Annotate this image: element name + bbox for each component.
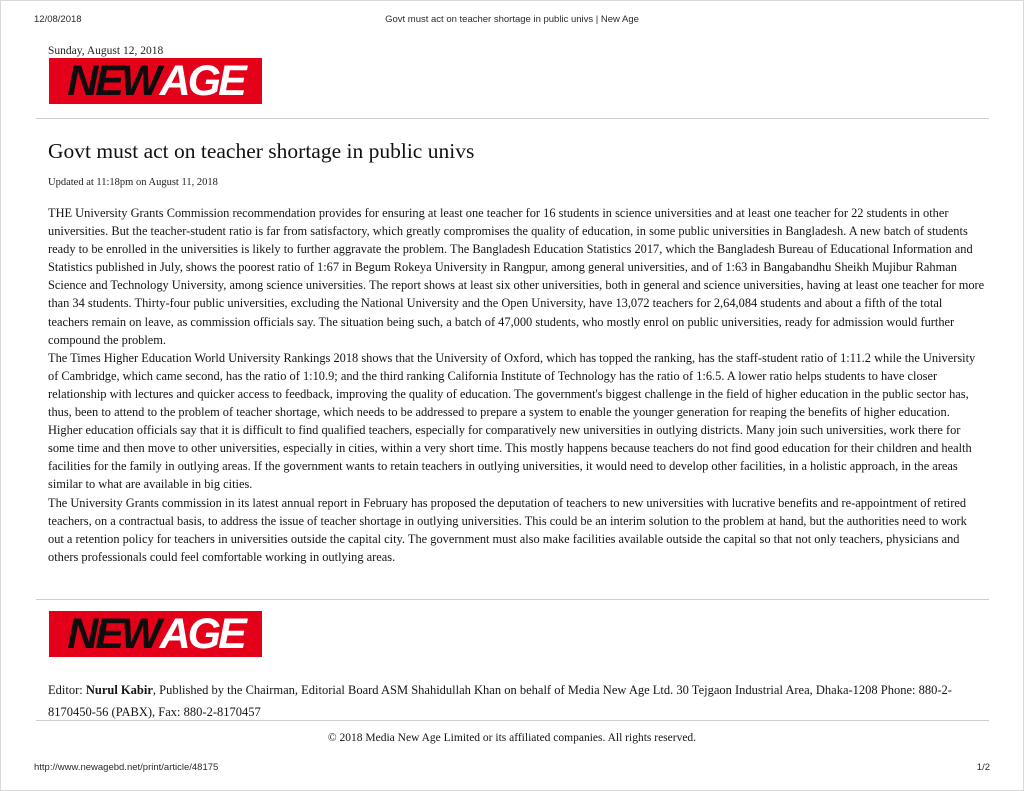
newage-logo xyxy=(49,58,262,104)
masthead-date-line: Sunday, August 12, 2018 xyxy=(48,45,164,57)
publisher-details: , Published by the Chairman, Editorial Board ASM Shahidullah Khan on behalf of Media New Age Ltd. 30 Tejgaon Industrial Area, Dhaka-1208 Phone: 880-2-8170450-56 (PABX), Fax: 880-2-8170457 xyxy=(48,683,952,719)
masthead-divider xyxy=(36,118,989,119)
editor-label: Editor: xyxy=(48,683,86,697)
print-page-title: Govt must act on teacher shortage in public univs | New Age xyxy=(385,14,639,25)
article-title: Govt must act on teacher shortage in public univs xyxy=(48,139,475,163)
copyright-notice: © 2018 Media New Age Limited or its affiliated companies. All rights reserved. xyxy=(327,732,697,744)
print-chrome-footer xyxy=(34,762,990,776)
logo-text-age: AGE xyxy=(159,56,244,105)
footer-divider-top xyxy=(36,599,989,600)
print-date: 12/08/2018 xyxy=(34,14,82,25)
article-updated-timestamp: Updated at 11:18pm on August 11, 2018 xyxy=(48,177,218,188)
article-paragraph: The Times Higher Education World University Rankings 2018 shows that the University of Oxford, which has topped the ranking, has the staff-student ratio of 1:11.2 while the University of Cambridge, which came second, has the ratio of 1:10.9; and the third ranking California Institute of Technology has the ratio of 1:6.5. A lower ratio helps students to have closer relationship with lectures and quicker access to feedback, improving the quality of education. The government's biggest challenge in the field of higher education in the public sector has, thus, been to attend to the problem of teacher shortage, which needs to be addressed to prepare a system to enable the younger generation for reaping the benefits of higher education. Higher education officials say that it is difficult to find qualified teachers, especially for comparatively new universities in outlying districts. Many join such universities, work there for some time and then move to other universities, especially in cities, within a very short time. This mostly happens because teachers do not find good education for their children and health facilities for the family in outlying areas. If the government wants to retain teachers in outlying universities, it would need to develop other facilities, in a holistic approach, in the areas similar to what are available in big cities. xyxy=(48,350,976,492)
logo-text-age: AGE xyxy=(159,609,244,658)
editor-name: Nurul Kabir xyxy=(85,683,153,697)
logo-text-new: NEW xyxy=(67,56,159,105)
editor-publisher-line xyxy=(48,679,963,723)
article-paragraph: THE University Grants Commission recommendation provides for ensuring at least one teacher for 16 students in science universities and at least one teacher for 22 students in other universities. But the teacher-student ratio is far from satisfactory, which greatly compromises the quality of education, in some public universities in Bangladesh. A new batch of students ready to be enrolled in the universities is likely to further aggravate the problem. The Bangladesh Education Statistics 2017, which the Bangladesh Bureau of Educational Information and Statistics published in July, shows the poorest ratio of 1:67 in Begum Rokeya University in Rangpur, among general universities, and of 1:63 in Bangabandhu Sheikh Mujibur Rahman Science and Technology University, among science universities. The report shows at least six other universities, both in general and science universities, having at least one teacher for more than 34 students. Thirty-four public universities, excluding the National University and the Open University, have 13,072 teachers for 2,64,084 students and about a fifth of the total teachers remain on leave, as commission officials say. The situation being such, a batch of 47,000 students, who mostly enrol on public universities, ready for admission would further compound the problem. xyxy=(48,206,985,347)
logo-text-new: NEW xyxy=(67,609,159,658)
article-paragraph: The University Grants commission in its latest annual report in February has proposed the deputation of teachers to new universities with lucrative benefits and re-appointment of retired teachers, on a contractual basis, to address the issue of teacher shortage in outlying universities. This could be an interim solution to the problem at hand, but the authorities need to work out a retention policy for teachers in universities outside the capital city. The government must also make facilities available outside the capital so that not only teachers, physicians and others professionals could feel comfortable working in outlying areas. xyxy=(48,495,967,564)
article-body xyxy=(48,204,985,566)
print-chrome-header xyxy=(34,14,990,28)
footer-divider-bottom xyxy=(36,720,989,721)
print-page-number: 1/2 xyxy=(976,762,990,773)
print-source-url: http://www.newagebd.net/print/article/48175 xyxy=(34,762,219,773)
newage-footer-logo xyxy=(49,611,262,657)
